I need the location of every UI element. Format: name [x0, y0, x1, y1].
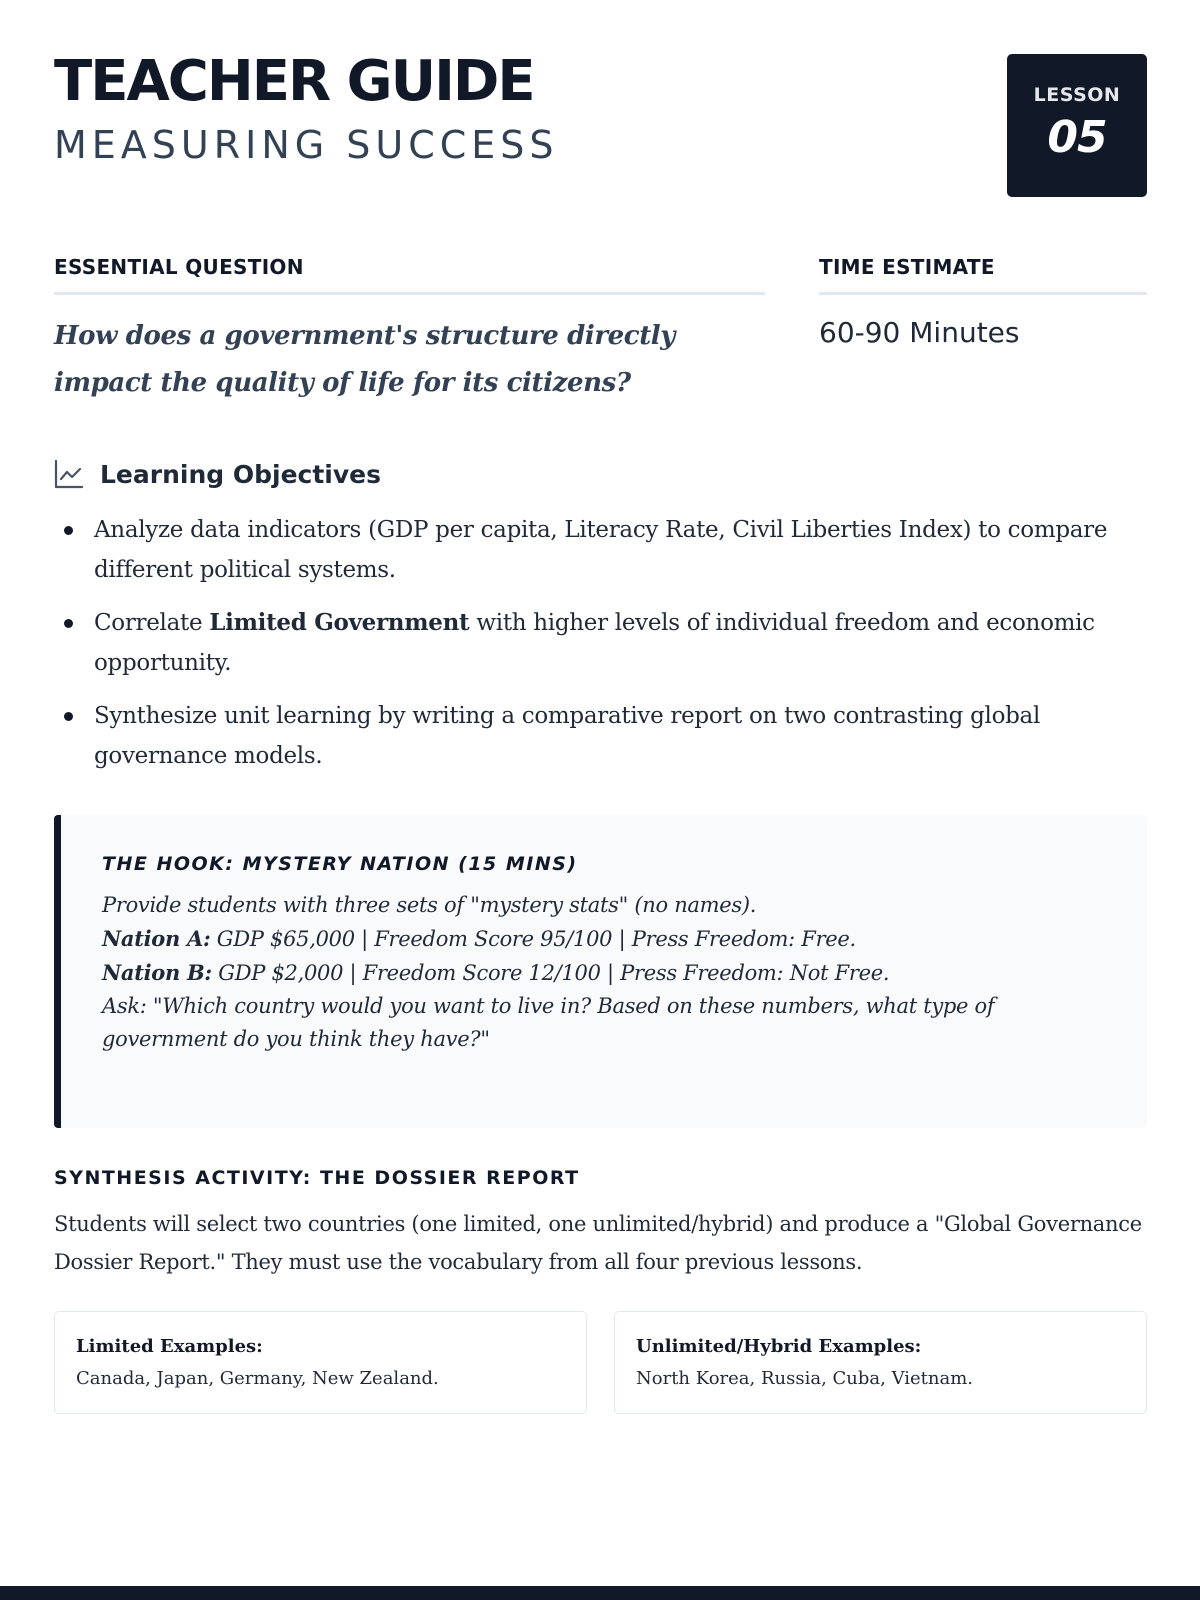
teacher-guide-page — [54, 0, 1147, 1600]
objective-prefix: Correlate — [94, 610, 210, 636]
time-estimate-value: 60-90 Minutes — [819, 316, 1020, 349]
hook-callout — [54, 815, 1147, 1128]
lesson-badge — [1007, 54, 1147, 197]
objective-text: Analyze data indicators (GDP per capita, Literacy Rate, Civil Liberties Index) to compare different political systems. — [94, 517, 1108, 583]
line-chart-icon — [54, 459, 84, 489]
essential-question-section — [54, 255, 765, 407]
time-estimate-label: TIME ESTIMATE — [819, 255, 1147, 295]
page-subtitle: MEASURING SUCCESS — [54, 123, 559, 167]
hook-ask: Ask: "Which country would you want to live in? Based on these numbers, what type of government do you think they have?" — [102, 994, 995, 1051]
nation-a-text: GDP $65,000 | Freedom Score 95/100 | Press Freedom: Free. — [210, 927, 856, 951]
hook-nation-a — [102, 922, 1107, 956]
objectives-heading — [54, 456, 381, 492]
objective-item — [54, 510, 1147, 590]
objectives-list — [54, 510, 1147, 789]
footer-bar — [0, 1586, 1200, 1600]
synthesis-text: Students will select two countries (one limited, one unlimited/hybrid) and produce a "Global Governance Dossier Report." They must use the vocabulary from all four previous lessons. — [54, 1212, 1142, 1274]
synthesis-title: SYNTHESIS ACTIVITY: THE DOSSIER REPORT — [54, 1167, 580, 1189]
essential-question-label: ESSENTIAL QUESTION — [54, 255, 765, 295]
hook-title: THE HOOK: MYSTERY NATION (15 MINS) — [102, 853, 578, 875]
objectives-heading-text: Learning Objectives — [100, 459, 381, 489]
lesson-badge-number: 05 — [1047, 112, 1107, 163]
unlimited-examples-list: North Korea, Russia, Cuba, Vietnam. — [636, 1368, 974, 1389]
unlimited-examples-card — [614, 1311, 1147, 1414]
hook-intro: Provide students with three sets of "mystery stats" (no names). — [102, 893, 757, 917]
limited-examples-list: Canada, Japan, Germany, New Zealand. — [76, 1368, 439, 1389]
objective-item — [54, 696, 1147, 776]
lesson-badge-label: LESSON — [1033, 84, 1121, 106]
time-estimate-section — [819, 255, 1147, 353]
objective-item — [54, 603, 1147, 683]
objective-suffix: with higher levels of individual freedom and economic opportunity. — [94, 610, 1095, 676]
nation-a-label: Nation A: — [102, 926, 211, 951]
page-title: TEACHER GUIDE — [54, 49, 534, 114]
hook-nation-b — [102, 956, 1107, 990]
essential-question-text: How does a government's structure directly impact the quality of life for its citizens? — [54, 321, 675, 398]
nation-b-label: Nation B: — [102, 960, 212, 985]
nation-b-text: GDP $2,000 | Freedom Score 12/100 | Press Freedom: Not Free. — [211, 961, 890, 985]
limited-examples-label: Limited Examples: — [76, 1336, 263, 1357]
limited-examples-card — [54, 1311, 587, 1414]
objective-bold-term: Limited Government — [209, 609, 470, 636]
unlimited-examples-label: Unlimited/Hybrid Examples: — [636, 1336, 922, 1357]
objective-text: Synthesize unit learning by writing a comparative report on two contrasting global governance models. — [94, 703, 1041, 769]
